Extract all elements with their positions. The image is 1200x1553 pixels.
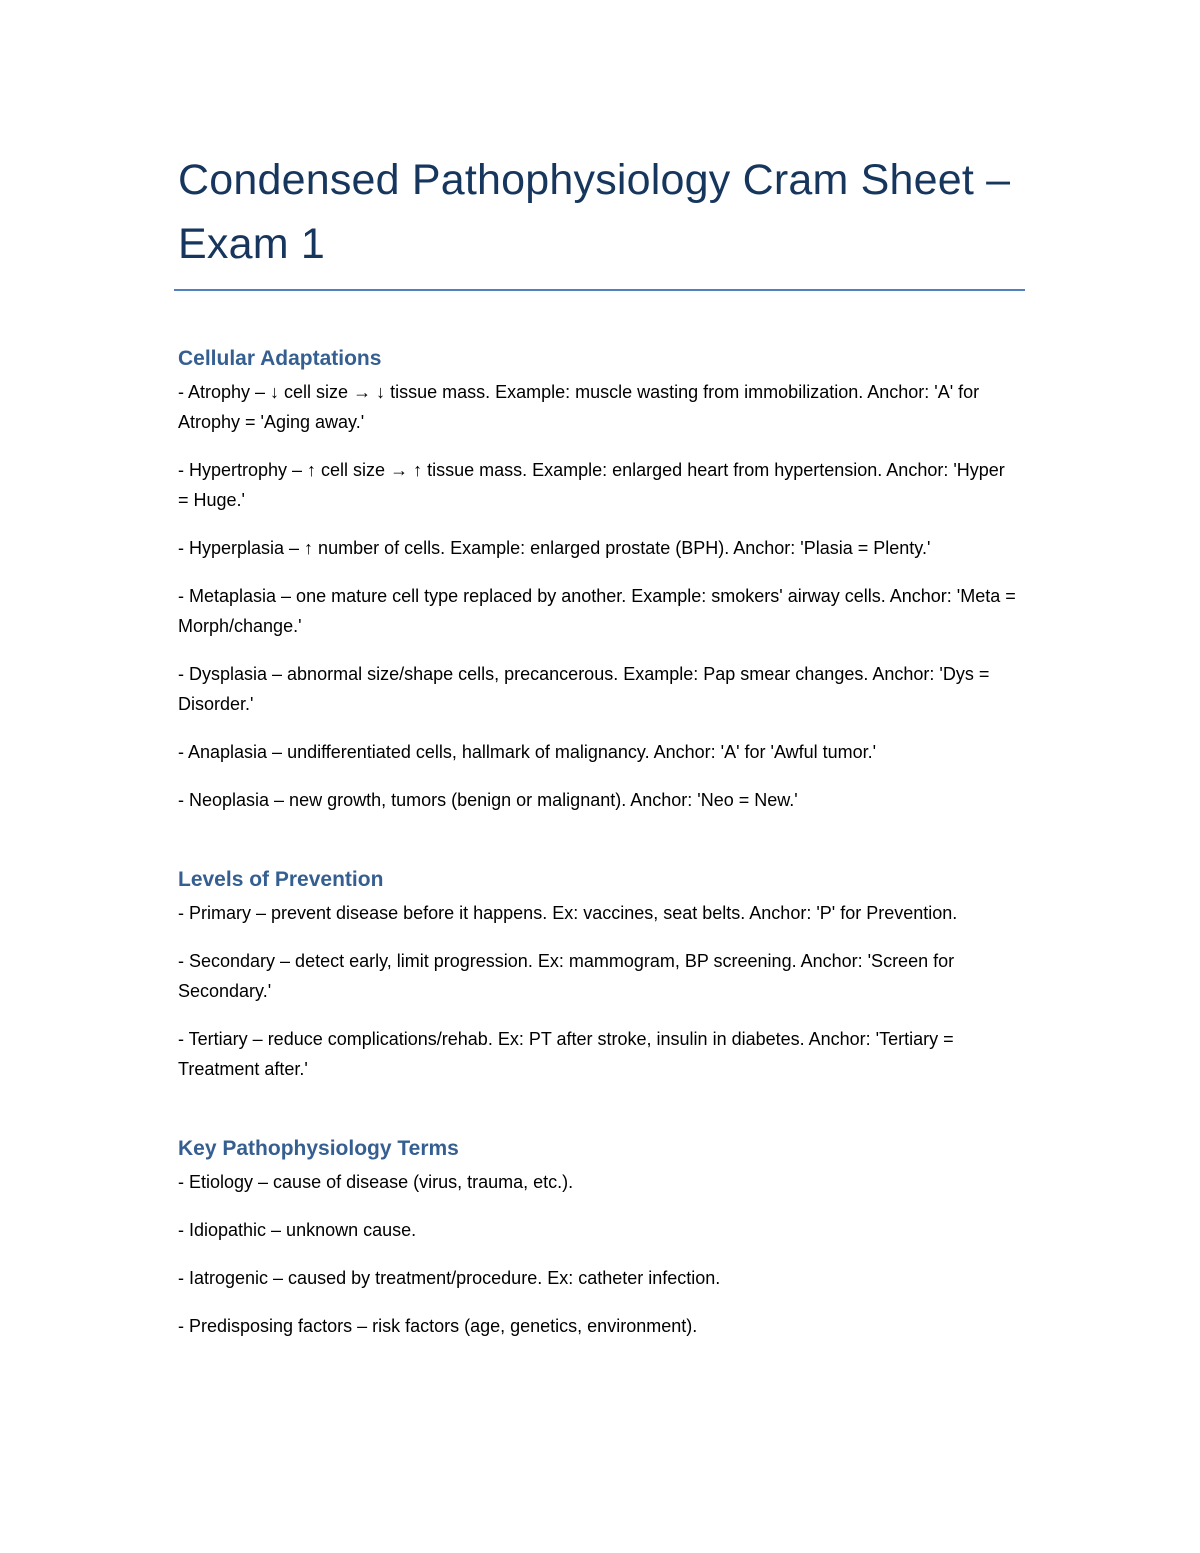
list-item: - Atrophy – ↓ cell size → ↓ tissue mass. Example: muscle wasting from immobilization. Anchor: 'A' for Atrophy = 'Aging away.' [178,382,980,432]
list-item: - Etiology – cause of disease (virus, trauma, etc.). [178,1172,574,1192]
section-heading: Levels of Prevention [178,868,384,891]
section-cellular-adaptations [178,344,1028,815]
section-heading: Key Pathophysiology Terms [178,1137,459,1160]
list-item: - Iatrogenic – caused by treatment/procedure. Ex: catheter infection. [178,1268,721,1288]
list-item: - Tertiary – reduce complications/rehab. Ex: PT after stroke, insulin in diabetes. Anchor: 'Tertiary = Treatment after.' [178,1029,954,1079]
document-content [178,148,1028,1359]
list-item: - Neoplasia – new growth, tumors (benign or malignant). Anchor: 'Neo = New.' [178,790,798,810]
list-item: - Hyperplasia – ↑ number of cells. Example: enlarged prostate (BPH). Anchor: 'Plasia = Plenty.' [178,538,931,558]
list-item: - Secondary – detect early, limit progression. Ex: mammogram, BP screening. Anchor: 'Screen for Secondary.' [178,951,955,1001]
list-item: - Primary – prevent disease before it happens. Ex: vaccines, seat belts. Anchor: 'P' for Prevention. [178,903,958,923]
list-item: - Metaplasia – one mature cell type replaced by another. Example: smokers' airway cells. Anchor: 'Meta = Morph/change.' [178,586,1016,636]
list-item: - Idiopathic – unknown cause. [178,1220,417,1240]
section-heading: Cellular Adaptations [178,347,382,370]
list-item: - Dysplasia – abnormal size/shape cells, precancerous. Example: Pap smear changes. Anchor: 'Dys = Disorder.' [178,664,990,714]
list-item: - Hypertrophy – ↑ cell size → ↑ tissue mass. Example: enlarged heart from hypertension. Anchor: 'Hyper = Huge.' [178,460,1005,510]
section-levels-of-prevention [178,865,1028,1084]
title-divider [174,289,1025,291]
list-item: - Predisposing factors – risk factors (age, genetics, environment). [178,1316,698,1336]
section-key-terms [178,1134,1028,1341]
document-title: Condensed Pathophysiology Cram Sheet – Exam 1 [178,156,1011,268]
list-item: - Anaplasia – undifferentiated cells, hallmark of malignancy. Anchor: 'A' for 'Awful tumor.' [178,742,877,762]
